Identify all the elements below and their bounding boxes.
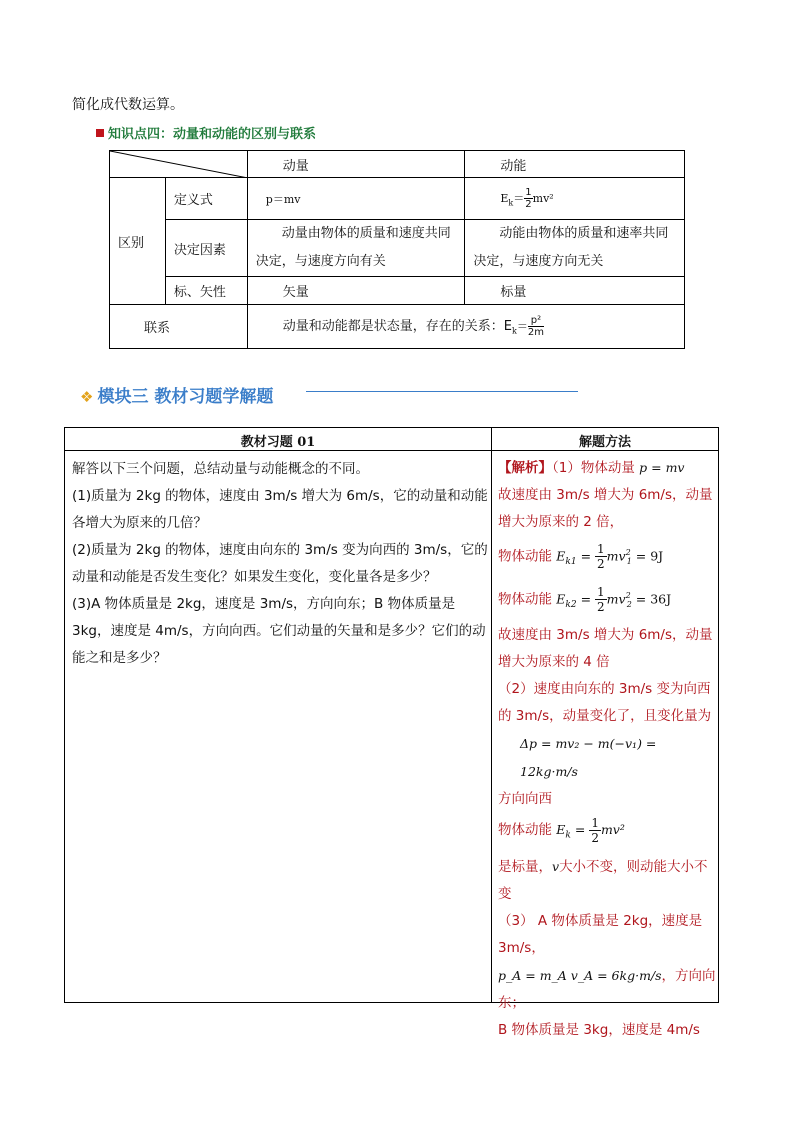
diagonal-line — [110, 151, 248, 178]
diagonal-header-cell — [110, 151, 248, 178]
solution-ek1: 物体动能 $E_{k1}$ = $\frac{1}{2}$ $mv^2_1 = 9J$ — [498, 542, 664, 571]
module-title: 模块三 教材习题学解题 — [97, 387, 274, 407]
fraction-one-half: $\frac{1}{2}$ — [525, 187, 532, 210]
module-heading — [80, 382, 273, 407]
solution-line: 【解析】（1）物体动量 p = mv — [498, 460, 685, 476]
solution-line: 方向向西 — [498, 791, 552, 808]
solution-line: B 物体质量是 3kg，速度是 4m/s — [498, 1022, 700, 1039]
solution-ek2: 物体动能 $E_{k2}$ = $\frac{1}{2}$ $mv^2_2 = 36J$ — [498, 585, 672, 615]
exercise-table — [64, 427, 719, 1039]
factor-energy: 动能由物体的质量和速率共同决定，与速度方向无关 — [465, 220, 685, 277]
row-label-definition: 定义式 — [165, 178, 247, 220]
red-square-icon — [96, 129, 104, 137]
row-label-factor: 决定因素 — [165, 220, 247, 277]
header-rule — [65, 450, 718, 451]
solution-block — [498, 454, 716, 1044]
definition-energy: $E_k=$ $\frac{1}{2}$ mv² — [465, 178, 685, 220]
definition-momentum: p＝mv — [247, 178, 465, 220]
group-difference: 区别 — [110, 178, 166, 305]
vector-momentum: 矢量 — [247, 277, 465, 305]
header-momentum: 动量 — [247, 151, 465, 178]
solution-line: 故速度由 3m/s 增大为 6m/s，动量增大为原来的 2 倍， — [498, 487, 713, 530]
header-energy: 动能 — [465, 151, 685, 178]
knowledge-point-heading — [96, 123, 316, 142]
diamond-icon: ❖ — [80, 388, 94, 406]
module-rule — [306, 391, 578, 392]
question-block — [72, 456, 488, 672]
column-divider — [491, 428, 492, 1002]
question-1: (1)质量为 2kg 的物体，速度由 3m/s 增大为 6m/s，它的动量和动能各增大为原来的几倍？ — [72, 488, 488, 531]
solution-ek: 物体动能 $E_k$ = $\frac{1}{2}$ mv² — [498, 815, 625, 845]
factor-momentum: 动量由物体的质量和速度共同决定，与速度方向有关 — [247, 220, 465, 277]
row-label-link: 联系 — [110, 305, 248, 349]
question-intro: 解答以下三个问题，总结动量与动能概念的不同。 — [72, 461, 369, 477]
intro-text: 简化成代数运算。 — [72, 97, 184, 113]
exercise-header: 教材习题 01 — [240, 435, 316, 450]
vector-energy: 标量 — [465, 277, 685, 305]
solution-line: （3） A 物体质量是 2kg，速度是 3m/s， — [498, 913, 703, 957]
method-header: 解题方法 — [578, 435, 631, 450]
row-label-vector: 标、矢性 — [165, 277, 247, 305]
solution-line: 是标量，v大小不变，则动能大小不变 — [498, 859, 708, 903]
solution-pa: p_A = m_A v_A = 6kg·m/s，方向向东； — [498, 968, 716, 1012]
solution-dp: Δp = mv₂ − m(−v₁) = 12kg·m/s — [520, 736, 657, 780]
solution-line: （2）速度由向东的 3m/s 变为向西的 3m/s，动量变化了，且变化量为 — [498, 681, 712, 725]
question-2: (2)质量为 2kg 的物体，速度由向东的 3m/s 变为向西的 3m/s，它的动量和动能是否发生变化？如果发生变化，变化量各是多少？ — [72, 542, 488, 585]
knowledge-point-title: 知识点四：动量和动能的区别与联系 — [108, 127, 317, 142]
fraction-p2-over-2m: $\frac{\text{p²}}{2m}$ — [527, 315, 544, 338]
comparison-table — [109, 150, 685, 349]
question-3: (3)A 物体质量是 2kg，速度是 3m/s，方向向东；B 物体质量是 3kg，速度是 4m/s，方向向西。它们动量的矢量和是多少？它们的动能之和是多少？ — [72, 596, 486, 666]
solution-line: 故速度由 3m/s 增大为 6m/s，动量增大为原来的 4 倍 — [498, 627, 713, 671]
link-text: 动量和动能都是状态量，存在的关系：$E_k=$ $\frac{\text{p²}}{2m}$ — [247, 305, 684, 349]
